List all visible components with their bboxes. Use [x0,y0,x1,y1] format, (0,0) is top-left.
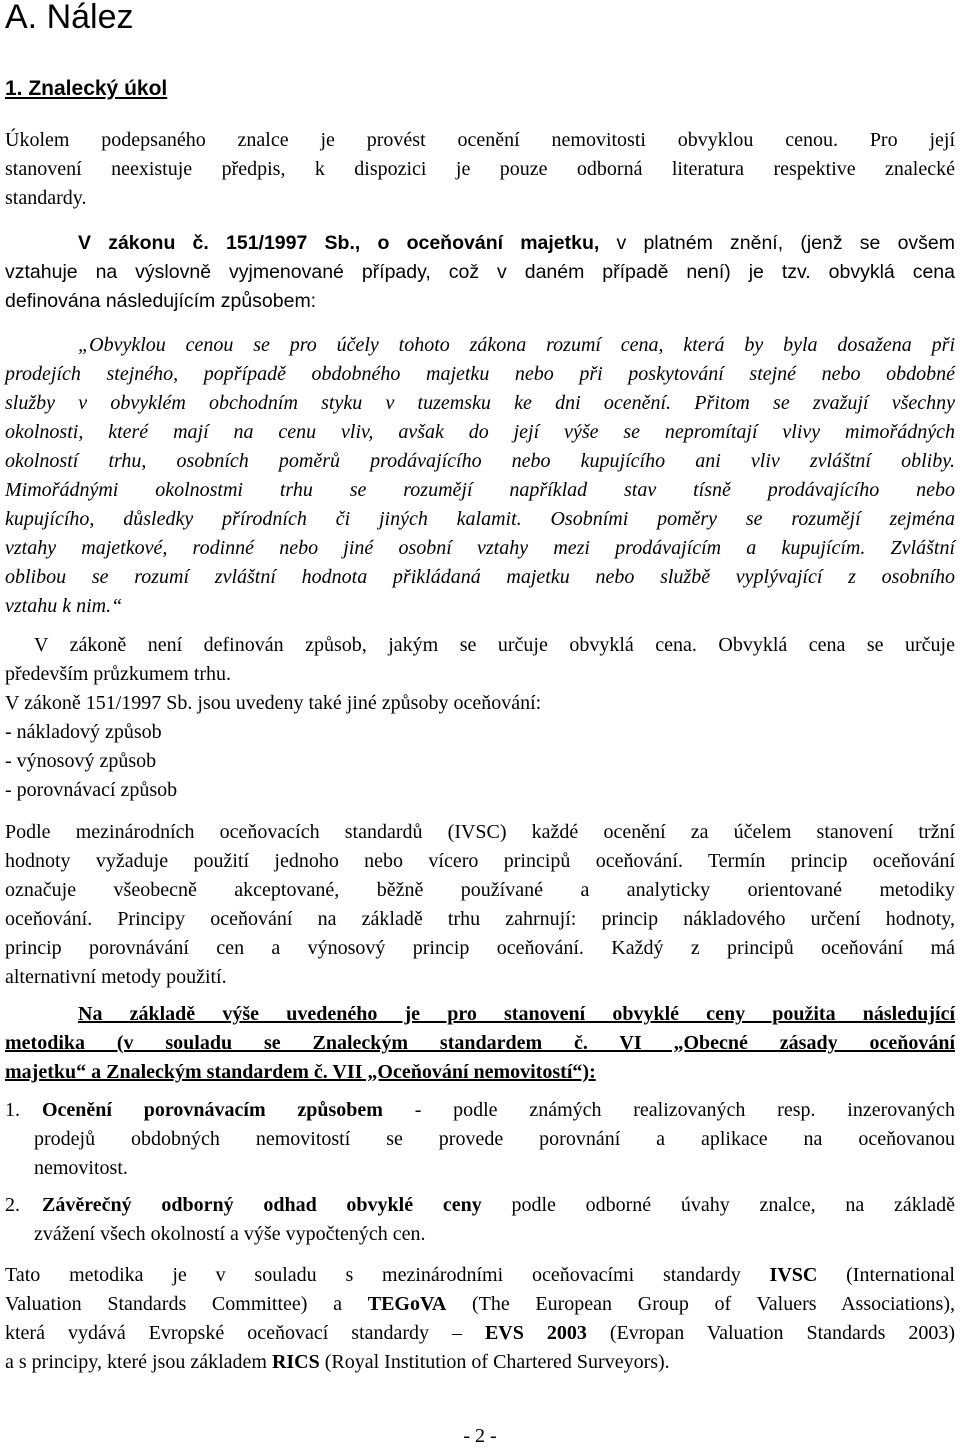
standard-abbr: IVSC [769,1264,818,1286]
method-heading-line: Na základě výše uvedeného je pro stanovení obvyklé ceny použita následující [78,1003,955,1025]
list-number: 2. [5,1194,20,1216]
quote-line: okolnosti, které mají na cenu vliv, avšak do její výše se nepromítají vlivy mimořádných [5,421,955,443]
text-line: oceňování. Principy oceňování na základě trhu zahrnují: princip nákladového určení hodnoty, [5,908,955,930]
section-title: 1. Znalecký úkol [5,77,168,100]
document-heading: A. Nález [5,0,134,36]
text-line [5,1348,955,1377]
text-line: V zákoně 151/1997 Sb. jsou uvedeny také jiné způsoby oceňování: [5,692,542,714]
text-span: v platném znění, (jenž se ovšem [599,232,956,254]
list-item-line: nemovitost. [34,1157,128,1179]
text-line: Podle mezinárodních oceňovacích standardů (IVSC) každé ocenění za účelem stanovení tržní [5,821,955,843]
text-line [5,1261,955,1290]
text-line [5,1319,955,1348]
law-reference: V zákonu č. 151/1997 Sb., o oceňování majetku, [78,232,600,254]
text-line: označuje všeobecně akceptované, běžně používané a analyticky orientované metodiky [5,879,955,901]
text-span: (Evropan Valuation Standards 2003) [586,1322,955,1344]
list-item-line: zvážení všech okolností a výše vypočtených cen. [34,1223,426,1245]
quote-line: oblibou se rozumí zvláštní hodnota přikládaná majetku nebo službě vyplývající z osobního [5,566,955,588]
method-name: Ocenění porovnávacím způsobem [42,1099,383,1121]
text-span: Valuation Standards Committee) a [5,1293,368,1315]
list-item: - nákladový způsob [5,721,162,743]
list-item: - porovnávací způsob [5,779,178,801]
text-line: především průzkumem trhu. [5,663,232,685]
method-heading-line: majetku“ a Znaleckým standardem č. VII „Oceňování nemovitostí“): [5,1061,596,1083]
list-item-line [42,1191,955,1220]
text-line: Úkolem podepsaného znalce je provést ocenění nemovitosti obvyklou cenou. Pro její [5,129,955,151]
text-span: Tato metodika je v souladu s mezinárodními oceňovacími standardy [5,1264,770,1286]
text-span: a s principy, které jsou základem [5,1351,272,1373]
text-line: vztahuje na výslovně vyjmenované případy, což v daném případě není) je tzv. obvyklá cena [5,261,955,283]
quote-line: Mimořádnými okolnostmi trhu se rozumějí například stav tísně prodávajícího nebo [5,479,955,501]
page-number: - 2 - [463,1425,497,1447]
text-line: hodnoty vyžaduje použití jednoho nebo vícero principů oceňování. Termín princip oceňování [5,850,955,872]
text-line: princip porovnávání cen a výnosový princip oceňování. Každý z principů oceňování má [5,937,955,959]
quote-line: služby v obvyklém obchodním styku v tuzemsku ke dni ocenění. Přitom se zvažují všechny [5,392,955,414]
list-number: 1. [5,1099,20,1121]
list-item: - výnosový způsob [5,750,157,772]
method-heading-line: metodika (v souladu se Znaleckým standardem č. VI „Obecné zásady oceňování [5,1032,955,1054]
text-span: podle odborné úvahy znalce, na základě [481,1194,956,1216]
text-span: která vydává Evropské oceňovací standardy – [5,1322,485,1344]
text-line: standardy. [5,187,87,209]
text-span: (International [817,1264,955,1286]
method-name: Závěrečný odborný odhad obvyklé ceny [42,1194,482,1216]
list-item-line: prodejů obdobných nemovitostí se provede porovnání a aplikace na oceňovanou [34,1128,955,1150]
list-item-line [42,1096,955,1125]
text-line [5,1290,955,1319]
text-line: alternativní metody použití. [5,966,227,988]
text-span: - podle známých realizovaných resp. inzerovaných [382,1099,955,1121]
text-span: (Royal Institution of Chartered Surveyors). [319,1351,670,1373]
quote-line: „Obvyklou cenou se pro účely tohoto zákona rozumí cena, která by byla dosažena při [78,334,955,356]
standard-abbr: EVS 2003 [484,1322,587,1344]
quote-line: okolností trhu, osobních poměrů prodávajícího nebo kupujícího ani vliv zvláštní obliby. [5,450,955,472]
text-line: stanovení neexistuje předpis, k dispozici je pouze odborná literatura respektive znalecké [5,158,955,180]
text-line: definována následujícím způsobem: [5,290,317,312]
quote-line: vztahy majetkové, rodinné nebo jiné osobní vztahy mezi prodávajícím a kupujícím. Zvláštní [5,537,955,559]
text-span: (The European Group of Valuers Associations), [446,1293,955,1315]
quote-line: vztahu k nim.“ [5,595,123,617]
quote-line: kupujícího, důsledky přírodních či jiných kalamit. Osobními poměry se rozumějí zejména [5,508,955,530]
quote-line: prodejích stejného, popřípadě obdobného majetku nebo při poskytování stejné nebo obdobné [5,363,955,385]
standard-abbr: RICS [271,1351,320,1373]
text-line: V zákoně není definován způsob, jakým se určuje obvyklá cena. Obvyklá cena se určuje [34,634,955,656]
standard-abbr: TEGoVA [367,1293,447,1315]
text-line [78,229,955,258]
